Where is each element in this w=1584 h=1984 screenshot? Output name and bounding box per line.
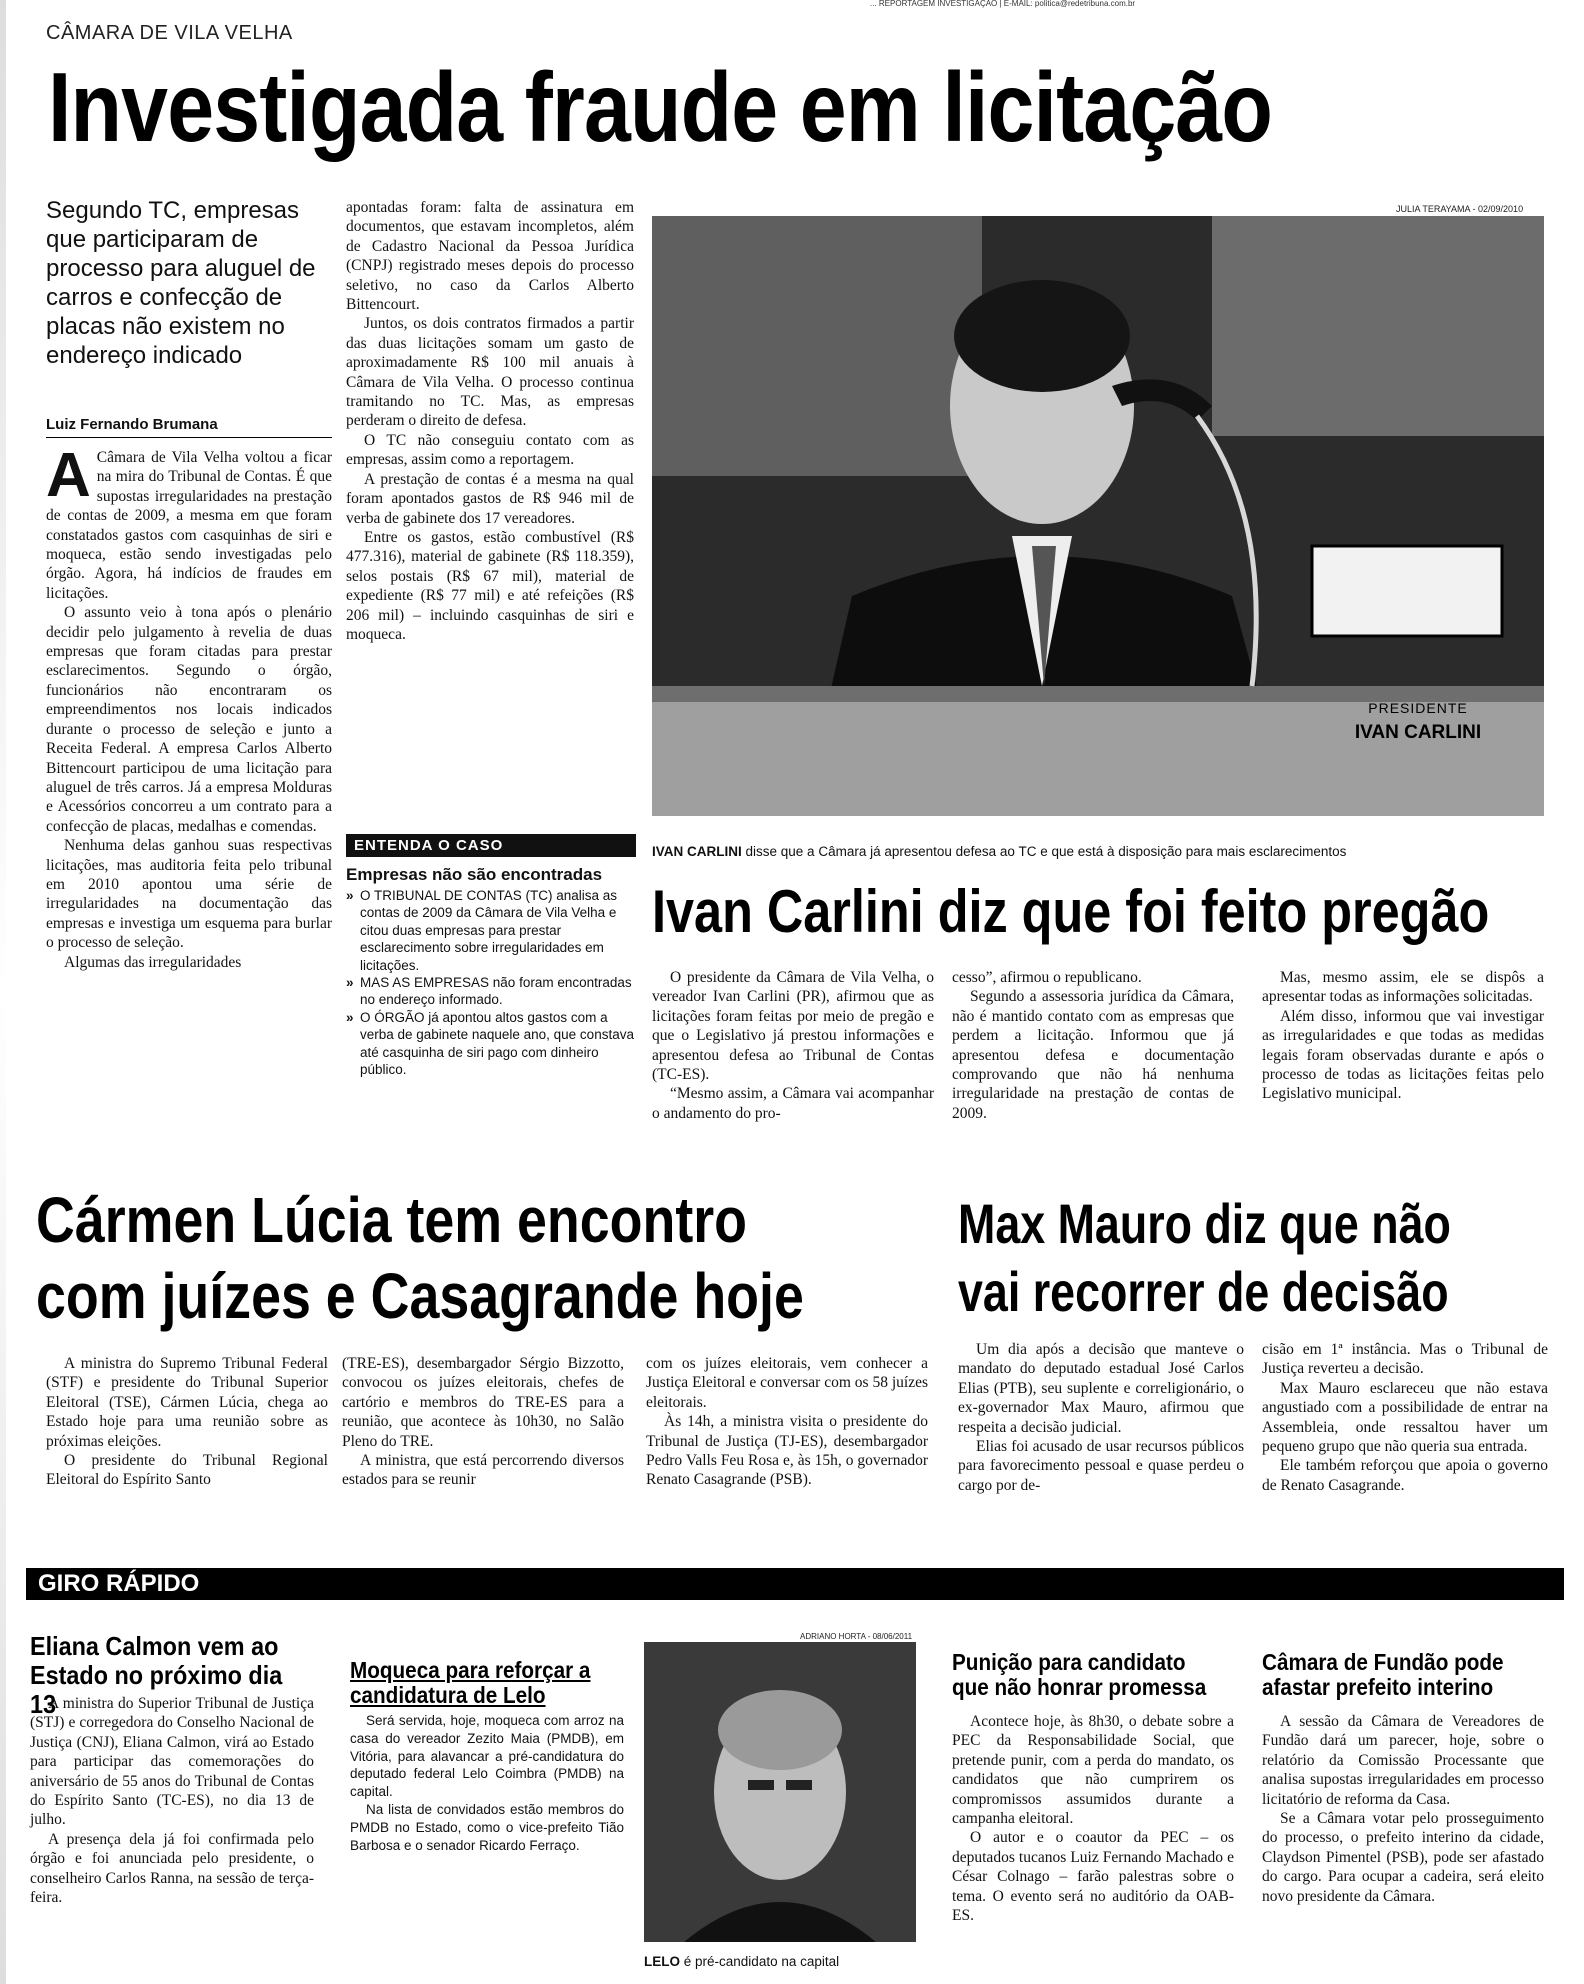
- paragraph: Um dia após a decisão que manteve o mandato do deputado estadual José Carlos Elias (PTB), seu suplente e correligionário, o ex-governador Max Mauro, afirmou que respeita a decisão judicial.: [958, 1341, 1244, 1436]
- lelo-caption: [644, 1954, 916, 1969]
- paragraph: “Mesmo assim, a Câmara vai acompanhar o andamento do pro-: [652, 1085, 934, 1122]
- paragraph: Max Mauro esclareceu que não estava angustiado com a possibilidade de entrar na Assembleia, onde ressaltou haver um pequeno grupo que não queria sua entrada.: [1262, 1379, 1548, 1456]
- paragraph: O autor e o coautor da PEC – os deputados tucanos Luiz Fernando Machado e César Colnago – farão palestras sobre o tema. O evento será no auditório da OAB-ES.: [952, 1829, 1234, 1925]
- lelo-photo-credit: ADRIANO HORTA - 08/06/2011: [800, 1632, 913, 1641]
- paragraph: Na lista de convidados estão membros do PMDB no Estado, como o vice-prefeito Tião Barbosa e o senador Ricardo Ferraço.: [350, 1801, 624, 1853]
- moqueca-headline: Moqueca para reforçar a candidatura de Lelo: [350, 1657, 591, 1708]
- eliana-body: [30, 1694, 314, 1907]
- ivan-col3: [1262, 968, 1544, 1104]
- paragraph: Mas, mesmo assim, ele se dispôs a apresentar todas as informações solicitadas.: [1262, 969, 1544, 1006]
- byline: Luiz Fernando Brumana: [46, 416, 332, 438]
- explainer-box: [346, 834, 636, 1078]
- paragraph: A ministra, que está percorrendo diversos estados para se reunir: [342, 1452, 624, 1489]
- paragraph: Acontece hoje, às 8h30, o debate sobre a PEC da Responsabilidade Social, que pretende punir, com a perda do mandato, os candidatos que não cumprirem os compromissos assumidos durante a campanha eleitoral.: [952, 1713, 1234, 1828]
- max-headline-line1: Max Mauro diz que não: [958, 1192, 1451, 1255]
- paragraph: cesso”, afirmou o republicano.: [952, 969, 1142, 986]
- photo-caption: [652, 844, 1552, 859]
- caption-text: é pré-candidato na capital: [683, 1954, 840, 1969]
- ivan-col2: [952, 968, 1234, 1123]
- paragraph: (TRE-ES), desembargador Sérgio Bizzotto, convocou os juízes eleitorais, chefes de cartório e membros do TRE-ES para a reunião, que acontece às 10h30, no Salão Pleno do TRE.: [342, 1355, 624, 1450]
- paragraph: Elias foi acusado de usar recursos públicos para favorecimento pessoal e quase perdeu o cargo por de-: [958, 1438, 1244, 1494]
- paragraph: Segundo a assessoria jurídica da Câmara, não é mantido contato com as empresas que perdem a licitação. Informou que já apresentou defesa e documentação comprovando que não há nenhuma irregularidade na prestação de contas de 2009.: [952, 988, 1234, 1122]
- fundao-headline: Câmara de Fundão pode afastar prefeito interino: [1262, 1649, 1504, 1700]
- list-item: » O TRIBUNAL DE CONTAS (TC) analisa as contas de 2009 da Câmara de Vila Velha e citou duas empresas para prestar esclarecimento sobre irregularidades em licitações.: [346, 887, 636, 974]
- paragraph: Câmara de Vila Velha voltou a ficar na mira do Tribunal de Contas. É que supostas irregularidades na prestação de contas de 2009, a mesma em que foram constatados gastos com casquinhas de siri e moqueca, estão sendo investigadas pelo órgão. Agora, há indícios de fraudes em licitações.: [46, 449, 332, 602]
- moqueca-body: [350, 1712, 624, 1854]
- paragraph: A prestação de contas é a mesma na qual foram apontados gastos de R$ 946 mil de verba de gabinete dos 17 vereadores.: [346, 470, 634, 527]
- paragraph: A sessão da Câmara de Vereadores de Fundão dará um parecer, hoje, sobre o relatório da Comissão Processante que analisa supostas irregularidades em processo licitatório de reforma da Casa.: [1262, 1713, 1544, 1808]
- punicao-body: [952, 1712, 1234, 1925]
- section-label: CÂMARA DE VILA VELHA: [46, 22, 293, 44]
- carmen-headline-line2: com juízes e Casagrande hoje: [36, 1260, 804, 1332]
- photo-credit: JULIA TERAYAMA - 02/09/2010: [1396, 204, 1524, 214]
- caption-text: disse que a Câmara já apresentou defesa ao TC e que está à disposição para mais esclarecimentos: [745, 844, 1347, 859]
- top-strip: ... REPORTAGEM INVESTIGAÇÃO | E-MAIL: politica@redetribuna.com.br: [870, 0, 1136, 8]
- carmen-headline-line1: Cármen Lúcia tem encontro: [36, 1184, 747, 1256]
- paragraph: A ministra do Supremo Tribunal Federal (STF) e presidente do Tribunal Superior Eleitoral (TSE), Cármen Lúcia, chega ao Estado hoje para uma reunião sobre as próximas eleições.: [46, 1355, 328, 1450]
- paragraph: com os juízes eleitorais, vem conhecer a Justiça Eleitoral e conversar com os 58 juízes eleitorais.: [646, 1355, 928, 1411]
- ivan-col1: [652, 968, 934, 1123]
- paragraph: Juntos, os dois contratos firmados a partir das duas licitações somam um gasto de aproximadamente R$ 100 mil anuais à Câmara de Vila Velha. O processo continua tramitando no TC. Mas, as empresas perderam o direito de defesa.: [346, 315, 634, 430]
- paragraph: apontadas foram: falta de assinatura em documentos, que estavam incompletos, além de Cadastro Nacional da Pessoa Jurídica (CNPJ) registrado meses depois do processo seletivo, no caso da Carlos Alberto Bittencourt.: [346, 199, 634, 314]
- max-col1: [958, 1340, 1244, 1495]
- paragraph: A ministra do Superior Tribunal de Justiça (STJ) e corregedora do Conselho Nacional de Justiça (CNJ), Eliana Calmon, virá ao Estado para participar das comemorações do aniversário de 55 anos do Tribunal de Contas do Espírito Santo (TC-ES), no dia 13 de julho.: [30, 1695, 314, 1829]
- nameplate-line1: PRESIDENTE: [1368, 700, 1468, 716]
- carmen-col3: [646, 1354, 928, 1490]
- explainer-title: Empresas não são encontradas: [346, 865, 603, 884]
- main-story-col2: [346, 198, 634, 644]
- paragraph: Além disso, informou que vai investigar as irregularidades e que todas as medidas legais foram observadas durante e após o processo de todas as licitações feitas pelo Legislativo municipal.: [1262, 1007, 1544, 1103]
- main-photo: [652, 216, 1544, 816]
- list-item: » O ÓRGÃO já apontou altos gastos com a verba de gabinete naquele ano, que constava até casquinha de siri pago com dinheiro público.: [346, 1009, 636, 1079]
- lelo-photo: [644, 1642, 916, 1942]
- ivan-headline: Ivan Carlini diz que foi feito pregão: [652, 878, 1490, 945]
- paragraph: Nenhuma delas ganhou suas respectivas licitações, mas auditoria feita pelo tribunal em 2010 apontou uma série de irregularidades na documentação das empresas e investiga um esquema para burlar o processo de seleção.: [46, 837, 332, 952]
- list-item: » MAS AS EMPRESAS não foram encontradas no endereço informado.: [346, 974, 636, 1009]
- explainer-list: [346, 887, 636, 1078]
- eliana-headline: Eliana Calmon vem ao Estado no próximo dia 13: [30, 1631, 283, 1719]
- giro-rapido-bar: [26, 1568, 1564, 1600]
- giro-rapido-label: GIRO RÁPIDO: [38, 1570, 200, 1597]
- subhead: Segundo TC, empresas que participaram de processo para aluguel de carros e confecção de placas não existem no endereço indicado: [46, 197, 316, 369]
- caption-name: LELO: [644, 1954, 680, 1969]
- portrait-illustration: [644, 1642, 916, 1942]
- paragraph: Será servida, hoje, moqueca com arroz na casa do vereador Zezito Maia (PMDB), em Vitória, para alavancar a pré-candidatura do deputado federal Lelo Coimbra (PMDB) na capital.: [350, 1713, 624, 1800]
- dropcap: A: [46, 441, 91, 510]
- paragraph: Ele também reforçou que apoia o governo de Renato Casagrande.: [1262, 1457, 1548, 1494]
- nameplate-line2: IVAN CARLINI: [1354, 722, 1482, 743]
- paragraph: O TC não conseguiu contato com as empresas, assim como a reportagem.: [346, 431, 634, 469]
- paragraph: O assunto veio à tona após o plenário decidir pelo julgamento à revelia de duas empresas que foram citadas para prestar esclarecimentos. Segundo o órgão, funcionários não encontraram os empreendimentos nos locais indicados durante o processo de seleção e junto a Receita Federal. A empresa Carlos Alberto Bittencourt participou de uma licitação para aluguel de três carros. Já a empresa Molduras e Acessórios concorreu a um contrato para a confecção de placas, medalhas e comendas.: [46, 604, 332, 835]
- paragraph: A presença dela já foi confirmada pelo órgão e foi anunciada pelo presidente, o conselheiro Carlos Ranna, na sessão de terça-feira.: [30, 1830, 314, 1907]
- paragraph: cisão em 1ª instância. Mas o Tribunal de Justiça reverteu a decisão.: [1262, 1341, 1548, 1378]
- carmen-col1: [46, 1354, 328, 1490]
- max-headline-line2: vai recorrer de decisão: [958, 1260, 1449, 1323]
- punicao-headline: Punição para candidato que não honrar promessa: [952, 1649, 1207, 1700]
- max-col2: [1262, 1340, 1548, 1495]
- paragraph: Algumas das irregularidades: [64, 953, 242, 971]
- main-story-col1: [46, 441, 332, 972]
- paragraph: O presidente do Tribunal Regional Eleitoral do Espírito Santo: [46, 1452, 328, 1489]
- fundao-body: [1262, 1712, 1544, 1906]
- paragraph: Às 14h, a ministra visita o presidente do Tribunal de Justiça (TJ-ES), desembargador Pedro Valls Feu Rosa e, às 15h, o governador Renato Casagrande (PSB).: [646, 1413, 928, 1489]
- caption-name: IVAN CARLINI: [652, 844, 742, 859]
- explainer-label: ENTENDA O CASO: [346, 834, 636, 857]
- carmen-col2: [342, 1354, 624, 1490]
- main-headline: Investigada fraude em licitação: [48, 52, 1272, 162]
- scan-edge: [0, 0, 6, 1984]
- paragraph: Se a Câmara votar pelo prosseguimento do processo, o prefeito interino da cidade, Claydson Pimentel (PSB), pode ser afastado do cargo. Para ocupar a cadeira, será eleito novo presidente da Câmara.: [1262, 1810, 1544, 1905]
- paragraph: O presidente da Câmara de Vila Velha, o vereador Ivan Carlini (PR), afirmou que as licitações foram feitas por meio de pregão e que o Legislativo já prestou informações e apresentou defesa ao Tribunal de Contas (TC-ES).: [652, 969, 934, 1084]
- paragraph: Entre os gastos, estão combustível (R$ 477.316), material de gabinete (R$ 118.359), selos postais (R$ 67 mil), material de expediente (R$ 77 mil) e até refeições (R$ 206 mil) – incluindo casquinhas de siri e moqueca.: [346, 528, 634, 643]
